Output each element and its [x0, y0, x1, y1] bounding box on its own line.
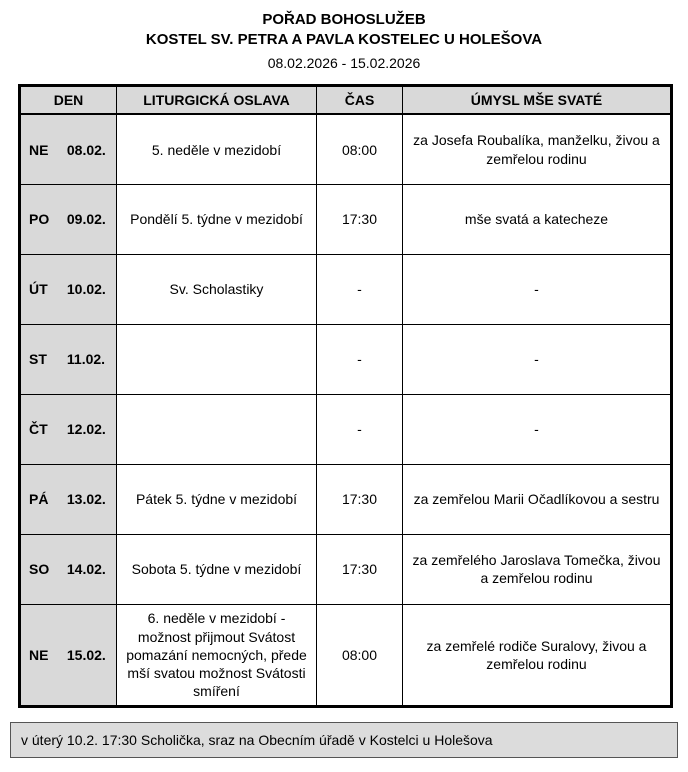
day-date: 10.02.	[66, 281, 106, 298]
intention-cell: -	[403, 324, 672, 394]
page-subtitle: KOSTEL SV. PETRA A PAVLA KOSTELEC U HOLEŠOVA	[145, 31, 543, 49]
day-date: 11.02.	[66, 351, 106, 368]
day-cell	[20, 534, 117, 604]
celebration-cell: Pátek 5. týdne v mezidobí	[117, 464, 317, 534]
day-abbr: SO	[29, 561, 50, 578]
day-cell	[20, 464, 117, 534]
day-date: 13.02.	[66, 491, 106, 508]
day-cell	[20, 604, 117, 706]
day-cell	[20, 394, 117, 464]
date-range: 08.02.2026 - 15.02.2026	[267, 54, 421, 71]
table-row	[20, 534, 672, 604]
time-cell: 08:00	[317, 114, 403, 184]
day-abbr: PÁ	[29, 491, 49, 508]
column-header-intention: ÚMYSL MŠE SVATÉ	[403, 86, 672, 115]
header-row	[20, 86, 672, 115]
table-row	[20, 604, 672, 706]
day-cell	[20, 324, 117, 394]
celebration-cell	[117, 394, 317, 464]
day-cell	[20, 114, 117, 184]
table-row	[20, 324, 672, 394]
time-cell: -	[317, 254, 403, 324]
table-row	[20, 394, 672, 464]
day-abbr: ČT	[29, 421, 48, 438]
table-row	[20, 114, 672, 184]
celebration-cell: Sv. Scholastiky	[117, 254, 317, 324]
day-date: 09.02.	[66, 211, 106, 228]
intention-cell: -	[403, 254, 672, 324]
time-cell: 17:30	[317, 534, 403, 604]
time-cell: 08:00	[317, 604, 403, 706]
intention-cell: za zemřelé rodiče Suralovy, živou a zemřelou rodinu	[403, 604, 672, 706]
column-header-time: ČAS	[317, 86, 403, 115]
page-title: POŘAD BOHOSLUŽEB	[262, 11, 426, 28]
day-date: 12.02.	[66, 421, 106, 438]
celebration-cell: 5. neděle v mezidobí	[117, 114, 317, 184]
intention-cell: -	[403, 394, 672, 464]
table-header	[20, 86, 672, 115]
column-header-celebration: LITURGICKÁ OSLAVA	[117, 86, 317, 115]
celebration-cell	[117, 324, 317, 394]
intention-cell: mše svatá a katecheze	[403, 184, 672, 254]
day-abbr: PO	[29, 211, 50, 228]
day-abbr: ÚT	[29, 281, 48, 298]
intention-cell: za zemřelou Marii Očadlíkovou a sestru	[403, 464, 672, 534]
day-abbr: NE	[29, 646, 49, 663]
time-cell: 17:30	[317, 184, 403, 254]
table-body	[20, 114, 672, 706]
day-abbr: NE	[29, 141, 49, 158]
day-cell	[20, 184, 117, 254]
table-row	[20, 184, 672, 254]
title-block	[18, 10, 670, 72]
day-date: 14.02.	[66, 561, 106, 578]
time-cell: -	[317, 324, 403, 394]
celebration-cell: Sobota 5. týdne v mezidobí	[117, 534, 317, 604]
day-abbr: ST	[29, 351, 47, 368]
intention-cell: za zemřelého Jaroslava Tomečka, živou a zemřelou rodinu	[403, 534, 672, 604]
table-row	[20, 464, 672, 534]
table-row	[20, 254, 672, 324]
time-cell: -	[317, 394, 403, 464]
day-date: 08.02.	[66, 141, 106, 158]
footer-note: v úterý 10.2. 17:30 Scholička, sraz na Obecním úřadě v Kostelci u Holešova	[10, 722, 678, 758]
column-header-day: DEN	[20, 86, 117, 115]
celebration-cell: 6. neděle v mezidobí - možnost přijmout Svátost pomazání nemocných, přede mší svatou možnost Svátosti smíření	[117, 604, 317, 706]
day-cell	[20, 254, 117, 324]
celebration-cell: Pondělí 5. týdne v mezidobí	[117, 184, 317, 254]
schedule-table	[18, 84, 673, 708]
time-cell: 17:30	[317, 464, 403, 534]
intention-cell: za Josefa Roubalíka, manželku, živou a zemřelou rodinu	[403, 114, 672, 184]
day-date: 15.02.	[66, 646, 106, 663]
